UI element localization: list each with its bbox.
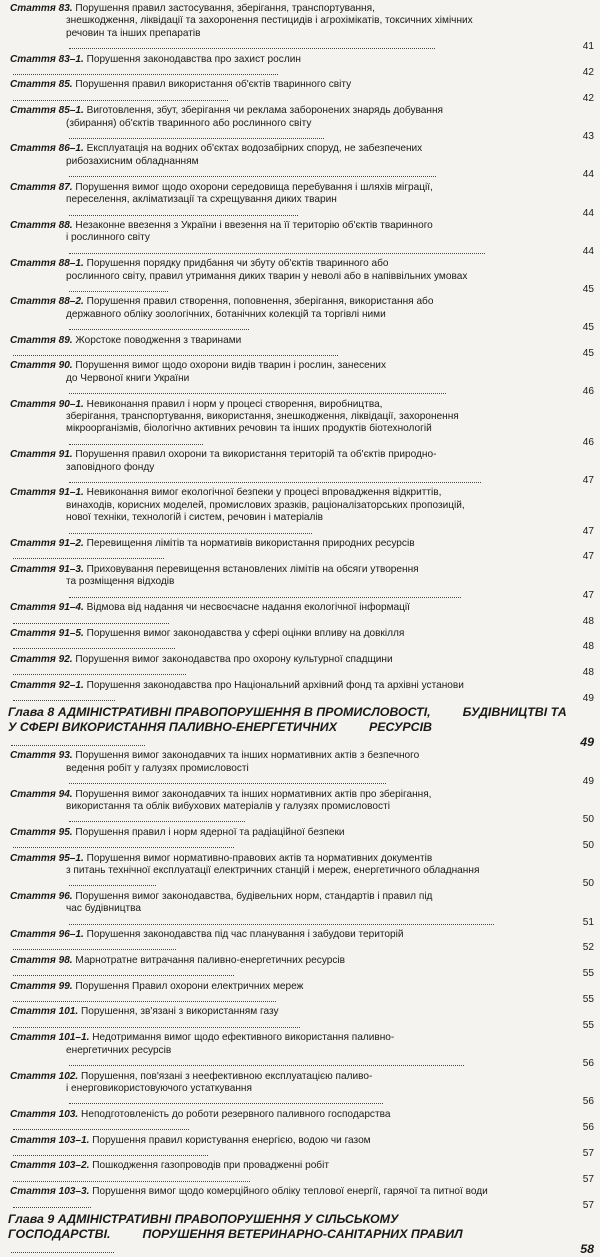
- entry-line: [10, 929, 568, 955]
- dot-leader: [69, 130, 324, 139]
- entry-line: [10, 865, 568, 891]
- page-number: 57: [582, 1199, 594, 1211]
- entry-text: переселення, акліматизації та схрещування диких тварин: [66, 194, 337, 206]
- toc-entry: [8, 105, 594, 143]
- toc-entry: [8, 54, 594, 80]
- dot-leader: [13, 347, 338, 356]
- article-label: Стаття 86–1.: [10, 143, 84, 155]
- entry-line: [10, 335, 568, 361]
- toc-entry: [8, 750, 594, 788]
- toc-entry: [8, 628, 594, 654]
- entry-line: [10, 801, 568, 827]
- dot-leader: [13, 839, 234, 848]
- entry-text: Пошкодження газопроводів при провадженні робіт: [92, 1160, 329, 1172]
- article-label: Стаття 94.: [10, 788, 73, 800]
- page-number: 58: [580, 1241, 594, 1256]
- entry-text: мікроорганізмів, біологічно активних речовин та інших продуктів біотехнологій: [66, 423, 432, 435]
- page-number: 43: [582, 131, 594, 143]
- entry-text: Перевищення лімітів та нормативів використання природних ресурсів: [86, 538, 415, 550]
- entry-text: Порушення вимог щодо комерційного обліку теплової енергії, гарячої та питної води: [92, 1186, 488, 1198]
- article-label: Стаття 91–2.: [10, 538, 84, 550]
- article-label: Стаття 101.: [10, 1006, 79, 1018]
- entry-line: [10, 891, 568, 903]
- chapter-heading: [8, 1212, 594, 1257]
- toc-entry: [8, 853, 594, 891]
- toc-entry: [8, 1109, 594, 1135]
- entry-text: Порушення правил використання об'єктів тваринного світу: [75, 79, 352, 91]
- toc-entry: [8, 929, 594, 955]
- article-label: Стаття 102.: [10, 1070, 79, 1082]
- entry-text: ведення робіт у галузях промисловості: [66, 762, 249, 774]
- dot-leader: [13, 692, 115, 701]
- entry-line: [10, 981, 568, 1007]
- entry-line: [10, 105, 568, 117]
- entry-line: [10, 763, 568, 789]
- toc-entry: [8, 602, 594, 628]
- entry-line: [10, 680, 568, 706]
- dot-leader: [13, 640, 175, 649]
- entry-line: [10, 500, 568, 512]
- article-label: Стаття 89.: [10, 334, 73, 346]
- toc-entry: [8, 3, 594, 54]
- page-number: 45: [582, 322, 594, 334]
- entry-line: [10, 1071, 568, 1083]
- toc-entry: [8, 538, 594, 564]
- page-number: 57: [582, 1173, 594, 1185]
- article-label: Стаття 91–3.: [10, 563, 84, 575]
- entry-line: [10, 853, 568, 865]
- toc-entry: [8, 1006, 594, 1032]
- entry-line: [10, 628, 568, 654]
- entry-text: Експлуатація на водних об'єктах водозабірних споруд, не забезпечених: [86, 143, 423, 155]
- entry-text: Порушення правил охорони та використання територій та об'єктів природно-: [75, 449, 437, 461]
- page-number: 42: [582, 92, 594, 104]
- dot-leader: [13, 1199, 91, 1208]
- article-label: Стаття 92–1.: [10, 679, 84, 691]
- article-label: Стаття 85–1.: [10, 105, 84, 117]
- page-number: 56: [582, 1096, 594, 1108]
- article-label: Стаття 83–1.: [10, 53, 84, 65]
- entry-line: [10, 1109, 568, 1135]
- toc-entry: [8, 335, 594, 361]
- entry-text: Порушення вимог нормативно-правових актів та нормативних документів: [86, 852, 433, 864]
- page-number: 49: [582, 692, 594, 704]
- entry-text: рослинного світу, правил утримання диких тварин у неволі або в напіввільних умовах: [66, 270, 468, 282]
- entry-line: [10, 827, 568, 853]
- toc-entry: [8, 296, 594, 334]
- entry-line: [10, 564, 568, 576]
- toc-entry: [8, 449, 594, 487]
- entry-text: Недотримання вимог щодо ефективного використання паливно-: [92, 1032, 395, 1044]
- page-number: 41: [582, 41, 594, 53]
- article-label: Стаття 91–5.: [10, 627, 84, 639]
- entry-text: до Червоної книги України: [66, 372, 190, 384]
- entry-line: [10, 903, 568, 929]
- entry-line: [10, 1045, 568, 1071]
- page-number: 49: [582, 776, 594, 788]
- article-label: Стаття 103–3.: [10, 1186, 90, 1198]
- entry-line: [10, 28, 568, 54]
- page-number: 47: [582, 475, 594, 487]
- toc-entry: [8, 1160, 594, 1186]
- entry-text: Відмова від надання чи несвоєчасне надання екологічної інформації: [86, 602, 410, 614]
- page-number: 50: [582, 840, 594, 852]
- entry-text: заповідного фонду: [66, 461, 155, 473]
- dot-leader: [13, 1147, 208, 1156]
- page-number: 48: [582, 641, 594, 653]
- entry-text: винаходів, корисних моделей, промислових зразків, раціоналізаторських пропозицій,: [66, 499, 465, 511]
- entry-text: Порушення правил створення, поповнення, зберігання, використання або: [86, 296, 434, 308]
- article-label: Стаття 88–1.: [10, 258, 84, 270]
- toc-entry: [8, 79, 594, 105]
- entry-line: [10, 789, 568, 801]
- entry-text: Невиконання вимог екологічної безпеки у процесі впровадження відкриттів,: [86, 487, 442, 499]
- entry-text: нової техніки, технологій і систем, речовин і матеріалів: [66, 512, 324, 524]
- entry-text: використання та облік вибухових матеріалів у галузях промисловості: [66, 800, 390, 812]
- entry-line: [10, 411, 568, 423]
- entry-text: Порушення вимог законодавчих та інших нормативних актів про зберігання,: [75, 788, 432, 800]
- dot-leader: [69, 245, 485, 254]
- toc-entry: [8, 981, 594, 1007]
- entry-line: [10, 750, 568, 762]
- page-number: 52: [582, 942, 594, 954]
- article-label: Стаття 87.: [10, 181, 73, 193]
- page-number: 55: [582, 1019, 594, 1031]
- dot-leader: [13, 967, 234, 976]
- page-number: 55: [582, 968, 594, 980]
- entry-text: з питань технічної експлуатації електричних станцій і мереж, енергетичного обладнання: [66, 865, 480, 876]
- dot-leader: [13, 1173, 250, 1182]
- entry-line: [10, 182, 568, 194]
- entry-line: [10, 602, 568, 628]
- dot-leader: [69, 916, 494, 925]
- toc-entry: [8, 220, 594, 258]
- page-number: 56: [582, 1122, 594, 1134]
- entry-text: Порушення, пов'язані з неефективною експлуатацією паливо-: [81, 1070, 373, 1082]
- entry-text: Порушення вимог законодавчих та інших нормативних актів з безпечного: [75, 750, 420, 762]
- entry-text: Порушення, зв'язані з використанням газу: [81, 1006, 279, 1018]
- entry-line: [10, 399, 568, 411]
- entry-line: [10, 462, 568, 488]
- entry-text: рибозахисним обладнанням: [66, 155, 199, 167]
- entry-text: БУДІВНИЦТВІ ТА У СФЕРІ ВИКОРИСТАННЯ ПАЛИВНО-ЕНЕРГЕТИЧНИХ: [8, 705, 567, 735]
- entry-text: Порушення порядку придбання чи збуту об'єктів тваринного або: [86, 258, 389, 270]
- entry-line: [10, 1160, 568, 1186]
- entry-text: та розміщення відходів: [66, 576, 175, 588]
- dot-leader: [69, 1095, 383, 1104]
- dot-leader: [13, 1019, 300, 1028]
- entry-text: Порушення вимог законодавства, будівельних норм, стандартів і правил під: [75, 890, 433, 902]
- article-label: Стаття 91.: [10, 449, 73, 461]
- page-number: 49: [580, 735, 594, 750]
- dot-leader: [13, 993, 276, 1002]
- entry-line: [10, 512, 568, 538]
- toc-entry: [8, 258, 594, 296]
- entry-line: [10, 118, 568, 144]
- dot-leader: [69, 877, 156, 886]
- dot-leader: [13, 615, 169, 624]
- toc-entry: [8, 789, 594, 827]
- entry-text: Порушення вимог законодавства про охорону культурної спадщини: [75, 653, 393, 665]
- entry-line: [10, 423, 568, 449]
- dot-leader: [69, 385, 446, 394]
- entry-line: [10, 1083, 568, 1109]
- entry-text: Порушення законодавства про захист рослин: [86, 53, 301, 65]
- entry-line: [8, 705, 431, 719]
- entry-line: [10, 487, 568, 499]
- entry-line: [10, 143, 568, 155]
- article-label: Стаття 95–1.: [10, 852, 84, 864]
- dot-leader: [13, 66, 278, 75]
- toc-entry: [8, 399, 594, 450]
- toc-entry: [8, 1032, 594, 1070]
- dot-leader: [13, 92, 228, 101]
- page-number: 47: [582, 551, 594, 563]
- entry-line: [10, 1186, 568, 1212]
- entry-text: час будівництва: [66, 903, 141, 915]
- entry-text: енергетичних ресурсів: [66, 1044, 172, 1056]
- dot-leader: [11, 737, 145, 746]
- page-number: 44: [582, 245, 594, 257]
- entry-text: Порушення вимог щодо охорони видів тварин і рослин, занесених: [75, 360, 386, 372]
- toc-entry: [8, 1186, 594, 1212]
- entry-line: [10, 449, 568, 461]
- entry-line: [10, 296, 568, 308]
- article-label: Стаття 96.: [10, 890, 73, 902]
- toc-entry: [8, 1135, 594, 1161]
- entry-text: РЕСУРСІВ: [368, 720, 432, 735]
- page-number: 57: [582, 1147, 594, 1159]
- entry-text: речовин та інших препаратів: [66, 27, 201, 39]
- entry-text: Неподготовленість до роботи резервного паливного господарства: [81, 1108, 391, 1120]
- dot-leader: [69, 589, 461, 598]
- entry-line: [10, 654, 568, 680]
- entry-text: Незаконне ввезення з України і ввезення на її територію об'єктів тваринного: [75, 219, 433, 231]
- article-label: Стаття 88–2.: [10, 296, 84, 308]
- entry-text: Порушення Правил охорони електричних мереж: [75, 980, 304, 992]
- toc-entry: [8, 955, 594, 981]
- page-number: 45: [582, 347, 594, 359]
- entry-text: зберігання, транспортування, використання, знешкодження, ліквідації, захоронення: [66, 411, 459, 422]
- dot-leader: [69, 775, 386, 784]
- article-label: Стаття 99.: [10, 980, 73, 992]
- article-label: Стаття 98.: [10, 954, 73, 966]
- entry-line: [10, 1006, 568, 1032]
- entry-text: Порушення правил користування енергією, водою чи газом: [92, 1134, 371, 1146]
- dot-leader: [13, 666, 186, 675]
- dot-leader: [69, 813, 245, 822]
- toc-entry: [8, 360, 594, 398]
- page-number: 50: [582, 878, 594, 890]
- entry-line: [10, 232, 568, 258]
- toc-entry: [8, 487, 594, 538]
- toc-entry: [8, 680, 594, 706]
- entry-line: [10, 220, 568, 232]
- toc-entry: [8, 654, 594, 680]
- dot-leader: [69, 1057, 464, 1066]
- entry-line: [10, 576, 568, 602]
- dot-leader: [69, 207, 298, 216]
- toc-entry: [8, 827, 594, 853]
- entry-text: Порушення правил і норм ядерної та радіаційної безпеки: [75, 826, 345, 838]
- toc-entry: [8, 891, 594, 929]
- article-label: Стаття 92.: [10, 653, 73, 665]
- toc-entry: [8, 182, 594, 220]
- article-label: Стаття 95.: [10, 826, 73, 838]
- entry-line: [10, 15, 568, 27]
- article-label: Стаття 93.: [10, 750, 73, 762]
- entry-text: Порушення вимог законодавства у сфері оцінки впливу на довкілля: [86, 627, 405, 639]
- article-label: Стаття 101–1.: [10, 1032, 90, 1044]
- entry-text: і енерговикористовуючого устаткування: [66, 1082, 252, 1094]
- article-label: Стаття 91–1.: [10, 487, 84, 499]
- entry-text: ПОРУШЕННЯ ВЕТЕРИНАРНО-САНІТАРНИХ ПРАВИЛ: [142, 1226, 463, 1241]
- dot-leader: [69, 474, 481, 483]
- toc-entry: [8, 1071, 594, 1109]
- page-number: 47: [582, 589, 594, 601]
- entry-text: Невиконання правил і норм у процесі створення, виробництва,: [86, 398, 383, 410]
- page-number: 48: [582, 615, 594, 627]
- entry-line: [10, 79, 568, 105]
- page-number: 56: [582, 1058, 594, 1070]
- entry-line: [10, 1135, 568, 1161]
- article-label: Стаття 103–2.: [10, 1160, 90, 1172]
- page-number: 46: [582, 386, 594, 398]
- article-label: Стаття 90.: [10, 360, 73, 372]
- page-number: 51: [582, 916, 594, 928]
- entry-line: [10, 373, 568, 399]
- dot-leader: [69, 168, 436, 177]
- entry-line: [10, 309, 568, 335]
- entry-text: Порушення вимог щодо охорони середовища перебування і шляхів міграції,: [75, 181, 433, 193]
- entry-text: Приховування перевищення встановлених лімітів на обсяги утворення: [86, 563, 419, 575]
- entry-text: Жорстоке поводження з тваринами: [75, 334, 242, 346]
- page-number: 50: [582, 814, 594, 826]
- dot-leader: [13, 1121, 189, 1130]
- toc-entry: [8, 564, 594, 602]
- entry-text: знешкодження, ліквідації та захоронення пестицидів і агрохімікатів, токсичних хімічних: [66, 15, 473, 27]
- dot-leader: [69, 40, 435, 49]
- entry-line: [10, 54, 568, 80]
- page-number: 48: [582, 667, 594, 679]
- entry-line: [10, 538, 568, 564]
- entry-line: [10, 258, 568, 270]
- page-number: 44: [582, 169, 594, 181]
- article-label: Стаття 85.: [10, 79, 73, 91]
- dot-leader: [13, 941, 176, 950]
- page-number: 55: [582, 994, 594, 1006]
- entry-line: [10, 271, 568, 297]
- entry-text: Порушення правил застосування, зберігання, транспортування,: [75, 3, 375, 14]
- table-of-contents: [8, 3, 594, 1257]
- dot-leader: [11, 1244, 114, 1253]
- dot-leader: [69, 436, 203, 445]
- entry-line: [10, 360, 568, 372]
- page-number: 46: [582, 436, 594, 448]
- dot-leader: [69, 283, 168, 292]
- entry-text: Виготовлення, збут, зберігання чи реклама заборонених знарядь добування: [86, 105, 443, 117]
- entry-text: Глава 9 АДМІНІСТРАТИВНІ ПРАВОПОРУШЕННЯ У СІЛЬСЬКОМУ ГОСПОДАРСТВІ.: [8, 1211, 399, 1241]
- article-label: Стаття 90–1.: [10, 398, 84, 410]
- toc-entry: [8, 143, 594, 181]
- article-label: Стаття 83.: [10, 3, 73, 14]
- entry-text: державного обліку зоологічних, ботанічних колекцій та торгівлі ними: [66, 308, 386, 320]
- dot-leader: [13, 550, 164, 559]
- entry-text: Порушення законодавства під час планування і забудови територій: [86, 929, 404, 941]
- page-number: 42: [582, 67, 594, 79]
- page-number: 45: [582, 283, 594, 295]
- article-label: Стаття 96–1.: [10, 929, 84, 941]
- page-number: 47: [582, 525, 594, 537]
- entry-line: [10, 194, 568, 220]
- entry-text: Глава 8 АДМІНІСТРАТИВНІ ПРАВОПОРУШЕННЯ В ПРОМИСЛОВОСТІ,: [8, 705, 431, 720]
- page-number: 44: [582, 207, 594, 219]
- article-label: Стаття 103–1.: [10, 1134, 90, 1146]
- entry-text: (збирання) об'єктів тваринного або рослинного світу: [66, 117, 312, 129]
- entry-text: Марнотратне витрачання паливно-енергетичних ресурсів: [75, 954, 346, 966]
- dot-leader: [69, 321, 249, 330]
- article-label: Стаття 88.: [10, 219, 73, 231]
- article-label: Стаття 103.: [10, 1108, 79, 1120]
- article-label: Стаття 91–4.: [10, 602, 84, 614]
- dot-leader: [69, 525, 312, 534]
- entry-text: Порушення законодавства про Національний архівний фонд та архівні установи: [86, 679, 464, 691]
- entry-text: і рослинного світу: [66, 232, 150, 244]
- entry-line: [10, 955, 568, 981]
- entry-line: [10, 1032, 568, 1044]
- entry-line: [10, 156, 568, 182]
- entry-line: [10, 3, 568, 15]
- chapter-heading: [8, 705, 594, 750]
